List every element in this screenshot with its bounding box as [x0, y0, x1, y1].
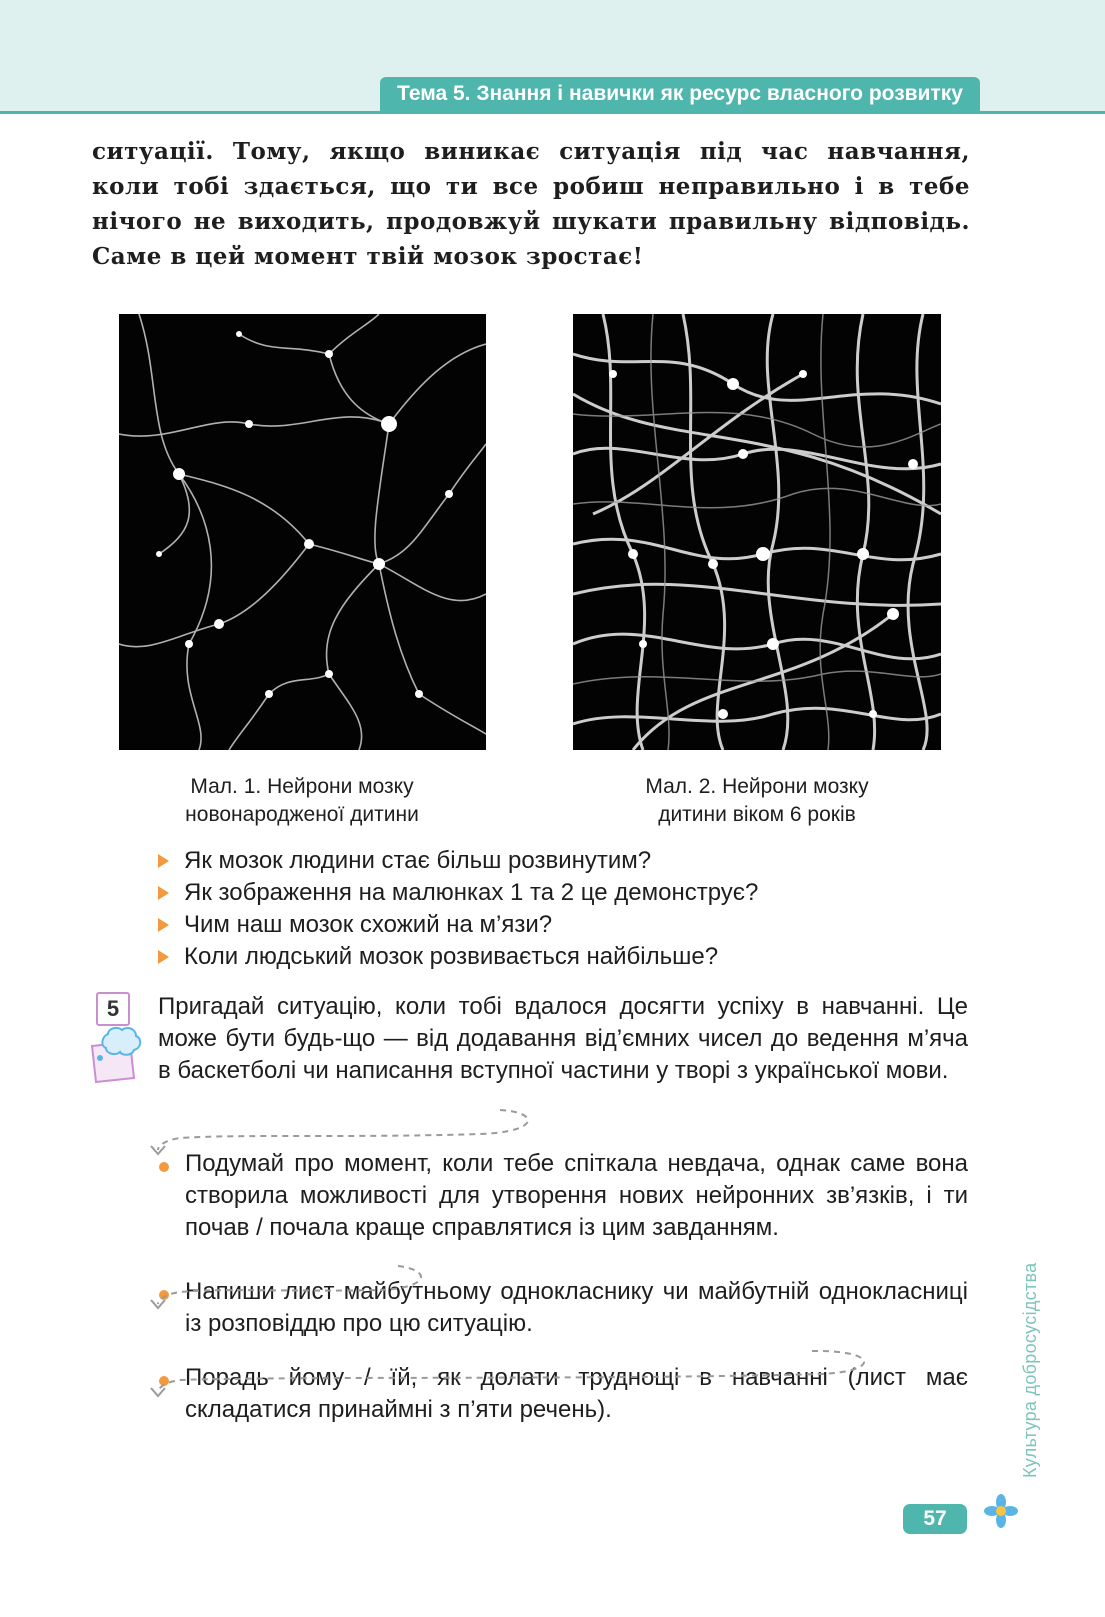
- question-item: [156, 909, 996, 941]
- figure-1-caption: [102, 773, 502, 829]
- task-bullet-text: Порадь йому / їй, як долати труднощі в навчанні (лист має складатися принаймні з п’яти речень).: [185, 1364, 968, 1423]
- figure-2-caption: [557, 773, 957, 829]
- neuron-image-sparse: [119, 314, 486, 750]
- dot-bullet-icon: [159, 1376, 169, 1386]
- task-bullet-list: [158, 1148, 968, 1426]
- side-section-label: Культура добросусідства: [1020, 1262, 1040, 1478]
- writing-task-icon: [86, 1024, 146, 1084]
- flower-icon: [984, 1494, 1018, 1528]
- intro-paragraph: ситуації. Тому, якщо виникає ситуація під час навчання, коли тобі здається, що ти все робиш неправильно і в тебе нічого не виходить, продовжуй шукати правильну відповідь. Саме в цей момент твій мозок зростає!: [92, 138, 970, 270]
- task-bullet-text: Напиши лист майбутньому однокласнику чи майбутній однокласниці із розповіддю про цю ситуацію.: [185, 1278, 968, 1337]
- triangle-bullet-icon: [158, 918, 169, 932]
- dot-bullet-icon: [159, 1290, 169, 1300]
- task-bullet-item: [158, 1148, 968, 1244]
- question-item: [156, 941, 996, 973]
- question-text: Чим наш мозок схожий на м’язи?: [184, 911, 553, 938]
- figure-newborn-neurons: [119, 314, 486, 750]
- task-number-badge: 5: [96, 992, 130, 1026]
- question-text: Як мозок людини стає більш розвинутим?: [184, 847, 652, 874]
- page-number: 57: [903, 1504, 967, 1534]
- task-description: Пригадай ситуацію, коли тобі вдалося досягти успіху в навчанні. Це може бути будь-що — від додавання від’ємних чисел до ведення м’яча в баскетболі чи написання вступної частини у творі з української мови.: [158, 993, 968, 1084]
- question-item: [156, 877, 996, 909]
- task-bullet-item: [158, 1276, 968, 1340]
- figure-2-caption-line1: Мал. 2. Нейрони мозку: [645, 775, 869, 798]
- triangle-bullet-icon: [158, 854, 169, 868]
- question-list: [156, 845, 996, 973]
- figure-1-caption-line2: новонародженої дитини: [185, 803, 419, 826]
- task-bullet-item: [158, 1362, 968, 1426]
- figure-1-caption-line1: Мал. 1. Нейрони мозку: [190, 775, 414, 798]
- figure-2-caption-line2: дитини віком 6 років: [658, 803, 856, 826]
- question-item: [156, 845, 996, 877]
- topic-header: Тема 5. Знання і навички як ресурс власного розвитку: [380, 77, 980, 111]
- task-bullet-text: Подумай про момент, коли тебе спіткала невдача, однак саме вона створила можливості для утворення нових нейронних зв’язків, і ти почав / почала краще справлятися із цим завданням.: [185, 1150, 968, 1241]
- question-text: Як зображення на малюнках 1 та 2 це демонструє?: [184, 879, 759, 906]
- dot-bullet-icon: [159, 1162, 169, 1172]
- triangle-bullet-icon: [158, 950, 169, 964]
- figure-six-year-neurons: [573, 314, 941, 750]
- question-text: Коли людський мозок розвивається найбільше?: [184, 943, 719, 970]
- neuron-image-dense: [573, 314, 941, 750]
- triangle-bullet-icon: [158, 886, 169, 900]
